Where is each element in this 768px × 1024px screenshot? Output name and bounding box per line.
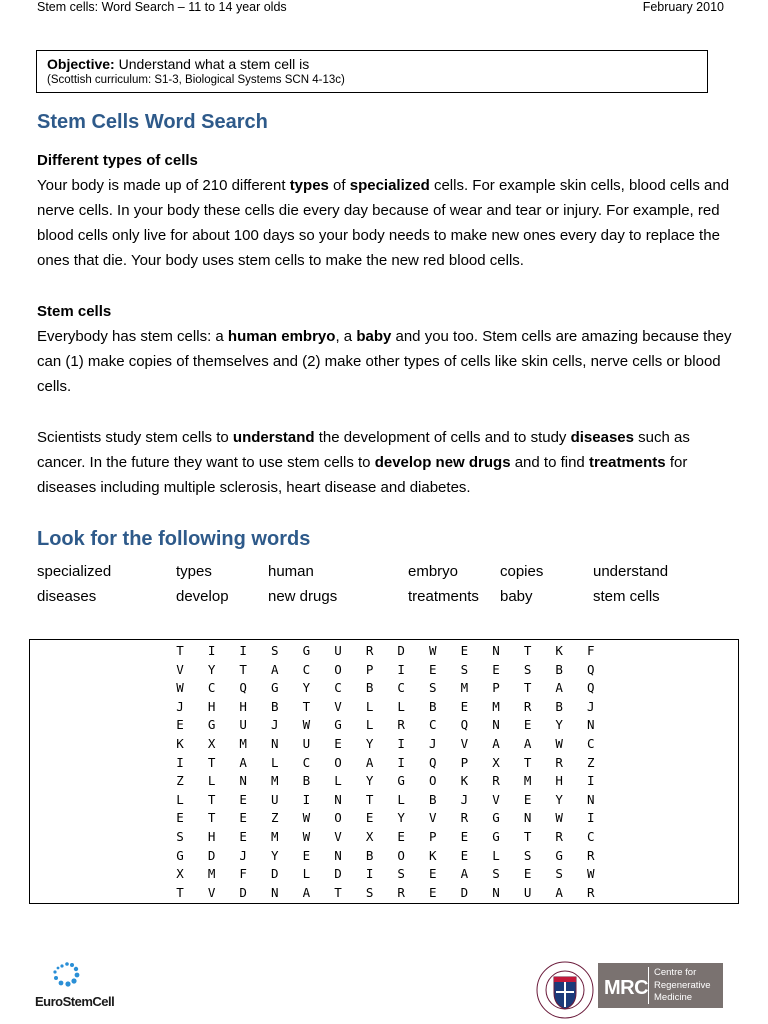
grid-letter[interactable]: X: [365, 829, 374, 844]
grid-letter[interactable]: J: [429, 736, 437, 751]
grid-letter[interactable]: R: [492, 773, 500, 789]
grid-letter[interactable]: T: [207, 810, 216, 826]
grid-letter[interactable]: R: [587, 884, 595, 900]
grid-row: [30, 885, 738, 904]
grid-letter[interactable]: D: [239, 884, 247, 900]
mrc-divider: [648, 967, 649, 1004]
grid-letter[interactable]: T: [176, 643, 184, 658]
grid-row: [30, 848, 738, 867]
grid-letter[interactable]: N: [271, 736, 279, 751]
grid-letter[interactable]: T: [239, 661, 247, 677]
grid-letter[interactable]: T: [207, 754, 216, 770]
grid-letter[interactable]: R: [460, 810, 469, 826]
word-item: treatments: [408, 588, 479, 605]
grid-letter[interactable]: G: [302, 643, 311, 658]
grid-letter[interactable]: H: [239, 698, 247, 714]
section1-heading: Different types of cells: [37, 152, 198, 169]
grid-letter[interactable]: V: [492, 791, 500, 807]
grid-letter[interactable]: T: [365, 791, 374, 807]
word-item: copies: [500, 563, 544, 580]
grid-letter[interactable]: Y: [302, 680, 311, 696]
grid-letter[interactable]: B: [555, 698, 563, 714]
grid-letter[interactable]: B: [429, 698, 437, 714]
grid-row: [30, 773, 738, 792]
grid-letter[interactable]: T: [523, 754, 532, 770]
grid-letter[interactable]: E: [460, 643, 469, 658]
grid-letter[interactable]: K: [555, 643, 563, 658]
grid-letter[interactable]: B: [365, 680, 374, 696]
grid-letter[interactable]: E: [460, 829, 469, 844]
grid-letter[interactable]: V: [334, 698, 342, 714]
grid-row: [30, 699, 738, 718]
grid-letter[interactable]: E: [239, 810, 247, 826]
grid-letter[interactable]: Y: [365, 773, 374, 789]
grid-letter[interactable]: E: [460, 847, 469, 863]
grid-letter[interactable]: L: [397, 698, 405, 714]
grid-letter[interactable]: K: [460, 773, 469, 789]
grid-letter[interactable]: H: [207, 698, 216, 714]
grid-letter[interactable]: E: [523, 791, 532, 807]
grid-letter[interactable]: Q: [460, 717, 469, 733]
grid-letter[interactable]: W: [555, 736, 563, 751]
grid-letter[interactable]: M: [523, 773, 532, 789]
grid-letter[interactable]: H: [555, 773, 563, 789]
grid-row: [30, 643, 738, 662]
grid-letter[interactable]: U: [334, 643, 342, 658]
grid-row: [30, 792, 738, 811]
grid-letter[interactable]: T: [334, 884, 342, 900]
grid-letter[interactable]: J: [271, 717, 279, 733]
grid-letter[interactable]: W: [302, 829, 311, 844]
objective-curriculum: (Scottish curriculum: S1-3, Biological Systems SCN 4-13c): [47, 74, 345, 86]
grid-letter[interactable]: E: [492, 661, 500, 677]
grid-letter[interactable]: R: [523, 698, 532, 714]
grid-letter[interactable]: L: [302, 866, 311, 882]
grid-letter[interactable]: W: [555, 810, 563, 826]
grid-letter[interactable]: D: [460, 884, 469, 900]
grid-letter[interactable]: V: [429, 810, 437, 826]
mrc-logo: [598, 963, 723, 1008]
grid-letter[interactable]: B: [365, 847, 374, 863]
grid-letter[interactable]: N: [271, 884, 279, 900]
grid-letter[interactable]: B: [555, 661, 563, 677]
grid-letter[interactable]: M: [239, 736, 247, 751]
grid-letter[interactable]: K: [429, 847, 437, 863]
grid-letter[interactable]: I: [176, 754, 184, 770]
grid-row: [30, 829, 738, 848]
grid-letter[interactable]: J: [176, 698, 184, 714]
grid-letter[interactable]: R: [365, 643, 374, 658]
grid-letter[interactable]: V: [334, 829, 342, 844]
grid-letter[interactable]: P: [460, 754, 469, 770]
grid-letter[interactable]: E: [334, 736, 342, 751]
grid-letter[interactable]: X: [176, 866, 184, 882]
grid-letter[interactable]: T: [523, 643, 532, 658]
grid-letter[interactable]: S: [492, 866, 500, 882]
grid-letter[interactable]: E: [239, 791, 247, 807]
grid-letter[interactable]: P: [429, 829, 437, 844]
grid-letter[interactable]: G: [271, 680, 279, 696]
grid-letter[interactable]: E: [239, 829, 247, 844]
grid-letter[interactable]: V: [176, 661, 184, 677]
grid-letter[interactable]: Q: [239, 680, 247, 696]
grid-letter[interactable]: E: [523, 866, 532, 882]
grid-letter[interactable]: L: [334, 773, 342, 789]
grid-letter[interactable]: C: [587, 829, 595, 844]
grid-letter[interactable]: Y: [271, 847, 279, 863]
grid-letter[interactable]: W: [587, 866, 595, 882]
grid-letter[interactable]: S: [523, 847, 532, 863]
grid-letter[interactable]: Q: [587, 661, 595, 677]
grid-letter[interactable]: N: [587, 717, 595, 733]
grid-letter[interactable]: E: [429, 884, 437, 900]
grid-letter[interactable]: E: [176, 810, 184, 826]
grid-letter[interactable]: L: [365, 698, 374, 714]
grid-letter[interactable]: S: [176, 829, 184, 844]
grid-letter[interactable]: I: [302, 791, 311, 807]
word-item: develop: [176, 588, 229, 605]
grid-letter[interactable]: P: [365, 661, 374, 677]
grid-letter[interactable]: I: [365, 866, 374, 882]
grid-letter[interactable]: E: [460, 698, 469, 714]
grid-letter[interactable]: E: [397, 829, 405, 844]
grid-letter[interactable]: N: [492, 717, 500, 733]
mrc-logo-subtitle: Centre for Regenerative Medicine: [654, 967, 711, 1003]
grid-letter[interactable]: A: [239, 754, 247, 770]
grid-letter[interactable]: L: [271, 754, 279, 770]
word-search-grid: [29, 639, 739, 904]
grid-letter[interactable]: T: [523, 680, 532, 696]
word-item: new drugs: [268, 588, 338, 605]
grid-row: [30, 662, 738, 681]
word-item: embryo: [408, 563, 459, 580]
grid-letter[interactable]: V: [207, 884, 216, 900]
objective-line: [47, 56, 697, 73]
word-item: human: [268, 563, 314, 580]
objective-text: Understand what a stem cell is: [114, 56, 310, 72]
grid-letter[interactable]: W: [302, 717, 311, 733]
grid-letter[interactable]: C: [397, 680, 405, 696]
grid-letter[interactable]: I: [207, 643, 216, 658]
grid-letter[interactable]: V: [460, 736, 469, 751]
section2-heading: Stem cells: [37, 303, 112, 320]
grid-row: [30, 736, 738, 755]
grid-letter[interactable]: E: [365, 810, 374, 826]
grid-letter[interactable]: U: [239, 717, 247, 733]
grid-letter[interactable]: E: [302, 847, 311, 863]
grid-letter[interactable]: N: [587, 791, 595, 807]
grid-letter[interactable]: N: [239, 773, 247, 789]
grid-letter[interactable]: U: [302, 736, 311, 751]
grid-letter[interactable]: D: [207, 847, 216, 863]
objective-label: Objective:: [47, 56, 115, 72]
grid-letter[interactable]: A: [523, 736, 532, 751]
grid-letter[interactable]: P: [492, 680, 500, 696]
grid-letter[interactable]: X: [492, 754, 500, 770]
grid-letter[interactable]: O: [397, 847, 405, 863]
grid-letter[interactable]: N: [523, 810, 532, 826]
word-item: types: [176, 563, 212, 580]
grid-letter[interactable]: Z: [271, 810, 279, 826]
grid-letter[interactable]: A: [555, 680, 563, 696]
grid-letter[interactable]: N: [492, 643, 500, 658]
grid-letter[interactable]: Q: [429, 754, 437, 770]
grid-letter[interactable]: X: [207, 736, 216, 751]
grid-letter[interactable]: O: [429, 773, 437, 789]
grid-letter[interactable]: L: [365, 717, 374, 733]
grid-letter[interactable]: M: [271, 829, 279, 844]
grid-letter[interactable]: R: [587, 847, 595, 863]
grid-letter[interactable]: C: [207, 680, 216, 696]
grid-letter[interactable]: E: [429, 866, 437, 882]
grid-letter[interactable]: U: [271, 791, 279, 807]
word-item: understand: [593, 563, 669, 580]
grid-letter[interactable]: O: [334, 661, 342, 677]
grid-letter[interactable]: G: [176, 847, 184, 863]
grid-letter[interactable]: F: [239, 866, 247, 882]
grid-letter[interactable]: L: [397, 791, 405, 807]
word-item: specialized: [37, 563, 112, 580]
grid-letter[interactable]: S: [271, 643, 279, 658]
grid-letter[interactable]: Y: [555, 717, 563, 733]
grid-letter[interactable]: C: [334, 680, 342, 696]
grid-letter[interactable]: I: [239, 643, 247, 658]
grid-letter[interactable]: T: [176, 884, 184, 900]
grid-letter[interactable]: K: [176, 736, 184, 751]
grid-letter[interactable]: G: [555, 847, 563, 863]
grid-letter[interactable]: R: [555, 829, 563, 844]
grid-letter[interactable]: M: [492, 698, 500, 714]
grid-letter[interactable]: A: [365, 754, 374, 770]
grid-letter[interactable]: S: [365, 884, 374, 900]
grid-letter[interactable]: M: [207, 866, 216, 882]
grid-letter[interactable]: W: [302, 810, 311, 826]
grid-letter[interactable]: I: [587, 810, 595, 826]
grid-letter[interactable]: N: [492, 884, 500, 900]
page-title: Stem Cells Word Search: [37, 111, 268, 133]
grid-letter[interactable]: H: [207, 829, 216, 844]
grid-letter[interactable]: T: [207, 791, 216, 807]
grid-letter[interactable]: T: [523, 829, 532, 844]
grid-letter[interactable]: J: [239, 847, 247, 863]
grid-letter[interactable]: B: [271, 698, 279, 714]
grid-letter[interactable]: O: [334, 810, 342, 826]
grid-letter[interactable]: O: [334, 754, 342, 770]
grid-letter[interactable]: A: [492, 736, 500, 751]
eurostemcell-logo-text: EuroStemCell: [35, 994, 115, 1009]
grid-letter[interactable]: Y: [555, 791, 563, 807]
grid-row: [30, 755, 738, 774]
grid-letter[interactable]: U: [523, 884, 532, 900]
grid-letter[interactable]: J: [460, 791, 469, 807]
grid-letter[interactable]: C: [429, 717, 437, 733]
grid-letter[interactable]: M: [460, 680, 469, 696]
grid-letter[interactable]: D: [271, 866, 279, 882]
grid-letter[interactable]: E: [176, 717, 184, 733]
header-date: February 2010: [642, 0, 724, 14]
grid-letter[interactable]: M: [271, 773, 279, 789]
grid-letter[interactable]: I: [397, 736, 405, 751]
grid-row: [30, 810, 738, 829]
grid-letter[interactable]: D: [397, 643, 405, 658]
grid-letter[interactable]: W: [429, 643, 437, 658]
word-item: stem cells: [593, 588, 660, 605]
grid-letter[interactable]: Y: [397, 810, 405, 826]
grid-letter[interactable]: Y: [365, 736, 374, 751]
grid-letter[interactable]: F: [587, 643, 595, 658]
grid-letter[interactable]: B: [302, 773, 311, 789]
grid-letter[interactable]: Q: [587, 680, 595, 696]
section2-paragraph2: Scientists study stem cells to understand the development of cells and to study diseases such as cancer. In the future they want to use stem cells to develop new drugs and to find treatments for diseases including multiple sclerosis, heart disease and diabetes.: [37, 429, 690, 496]
grid-letter[interactable]: Y: [207, 661, 216, 677]
grid-letter[interactable]: D: [334, 866, 342, 882]
grid-letter[interactable]: R: [397, 717, 405, 733]
grid-letter[interactable]: W: [176, 680, 184, 696]
grid-letter[interactable]: L: [207, 773, 216, 789]
grid-letter[interactable]: L: [176, 791, 184, 807]
grid-letter[interactable]: R: [397, 884, 405, 900]
grid-letter[interactable]: L: [492, 847, 500, 863]
grid-letter[interactable]: T: [302, 698, 311, 714]
grid-letter[interactable]: B: [429, 791, 437, 807]
grid-letter[interactable]: S: [397, 866, 405, 882]
grid-letter[interactable]: I: [397, 754, 405, 770]
section2-paragraph1: Everybody has stem cells: a human embryo, a baby and you too. Stem cells are amazing because they can (1) make copies of themselves and (2) make other types of cells like skin cells, nerve cells or blood cells.: [37, 328, 732, 395]
grid-letter[interactable]: N: [334, 791, 342, 807]
header-left: Stem cells: Word Search – 11 to 14 year olds: [37, 0, 287, 14]
university-edinburgh-crest-icon: [535, 960, 595, 1020]
grid-letter[interactable]: G: [207, 717, 216, 733]
grid-letter[interactable]: G: [492, 810, 500, 826]
grid-letter[interactable]: C: [587, 736, 595, 751]
grid-row: [30, 680, 738, 699]
word-item: baby: [500, 588, 533, 605]
word-item: diseases: [37, 588, 97, 605]
grid-letter[interactable]: J: [587, 698, 595, 714]
grid-letter[interactable]: Z: [587, 754, 595, 770]
grid-letter[interactable]: E: [523, 717, 532, 733]
section1-paragraph: Your body is made up of 210 different types of specialized cells. For example skin cells, blood cells and nerve cells. In your body these cells die every day because of wear and tear or injury. For example, red blood cells only live for about 100 days so your body needs to make new ones every day to replace the ones that die. Your body uses stem cells to make the new red blood cells.: [37, 177, 730, 269]
grid-row: [30, 866, 738, 885]
grid-letter[interactable]: G: [397, 773, 405, 789]
grid-letter[interactable]: G: [492, 829, 500, 844]
grid-letter[interactable]: R: [555, 754, 563, 770]
grid-letter[interactable]: S: [555, 866, 563, 882]
grid-letter[interactable]: I: [587, 773, 595, 789]
grid-letter[interactable]: C: [302, 754, 311, 770]
grid-letter[interactable]: A: [460, 866, 469, 882]
look-heading: Look for the following words: [37, 528, 311, 550]
grid-letter[interactable]: A: [271, 661, 279, 677]
grid-row: [30, 717, 738, 736]
grid-letter[interactable]: C: [302, 661, 311, 677]
objective-box: [36, 50, 708, 93]
grid-letter[interactable]: Z: [176, 773, 184, 789]
grid-letter[interactable]: S: [523, 661, 532, 677]
grid-letter[interactable]: N: [334, 847, 342, 863]
grid-letter[interactable]: A: [302, 884, 311, 900]
grid-letter[interactable]: S: [429, 680, 437, 696]
grid-letter[interactable]: S: [460, 661, 469, 677]
grid-letter[interactable]: G: [334, 717, 342, 733]
mrc-logo-text: MRC: [604, 977, 649, 999]
grid-letter[interactable]: A: [555, 884, 563, 900]
grid-letter[interactable]: I: [397, 661, 405, 677]
grid-letter[interactable]: E: [429, 661, 437, 677]
